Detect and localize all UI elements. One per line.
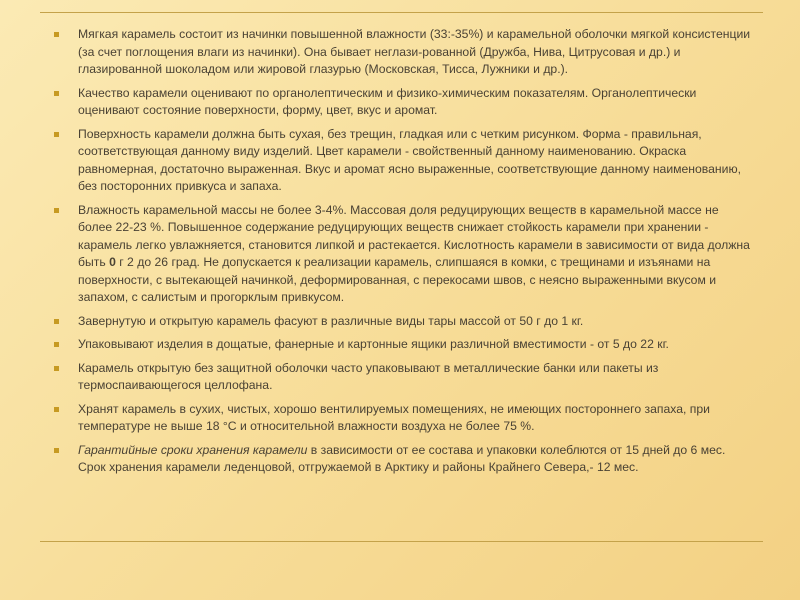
item-text: Качество карамели оценивают по органолептическим и физико-химическим показателям. Органолептически оценивают состояние поверхности, форму, цвет, вкус и аромат.: [78, 85, 697, 117]
square-bullet-icon: [54, 407, 59, 412]
list-item: [54, 126, 754, 196]
item-text: в зависимости от ее состава и упаковки колеблются от 15 дней до 6 мес. Срок хранения карамели леденцовой, отгружаемой в Арктику и районы Крайнего Севера,- 12 мес.: [78, 442, 726, 474]
square-bullet-icon: [54, 366, 59, 371]
top-divider: [40, 12, 763, 13]
bottom-divider: [40, 541, 763, 542]
item-text: Поверхность карамели должна быть сухая, без трещин, гладкая или с четким рисунком. Форма - правильная, соответствующая данному виду изделий. Цвет карамели - свойственный данному наименованию. Окраска равномерная, достаточно выраженная. Вкус и аромат ясно выраженные, соответствующие данному наименованию, без посторонних привкуса и запаха.: [78, 126, 741, 193]
bullet-list: [54, 26, 754, 483]
item-text: Влажность карамельной массы не более 3-4%. Массовая доля редуцирующих веществ в карамельной массе не более 22-23 %. Повышенное содержание редуцирующих веществ снижает стойкость карамели при хранении - карамель легко увлажняется, становится липкой и растекается. Кислотность карамели в зависимости от вида должна быть: [78, 202, 750, 269]
square-bullet-icon: [54, 132, 59, 137]
square-bullet-icon: [54, 91, 59, 96]
list-item: [54, 360, 754, 395]
item-text: Мягкая карамель состоит из начинки повышенной влажности (33:-35%) и карамельной оболочки мягкой консистенции (за счет поглощения влаги из начинки). Она бывает неглази-рованной (Дружба, Нива, Цитрусовая и др.) и глазированной шоколадом или жировой глазурью (Московская, Тисса, Лужники и др.).: [78, 27, 751, 76]
item-text: Хранят карамель в сухих, чистых, хорошо вентилируемых помещениях, не имеющих постороннего запаха, при температуре не выше 18 °С и относительной влажности воздуха не более 75 %.: [78, 401, 710, 433]
list-item: [54, 26, 754, 79]
list-item: [54, 202, 754, 307]
item-text-italic: Гарантийные сроки хранения карамели: [78, 442, 308, 457]
item-text: Упаковывают изделия в дощатые, фанерные и картонные ящики различной вместимости - от 5 до 22 кг.: [78, 337, 669, 351]
list-item: [54, 442, 754, 477]
square-bullet-icon: [54, 448, 59, 453]
square-bullet-icon: [54, 208, 59, 213]
item-text: Карамель открытую без защитной оболочки часто упаковывают в металлические банки или пакеты из термоспаивающегося целлофана.: [78, 360, 659, 392]
list-item: [54, 85, 754, 120]
item-text: Завернутую и открытую карамель фасуют в различные виды тары массой от 50 г до 1 кг.: [78, 313, 584, 328]
item-text: г 2 до 26 град. Не допускается к реализации карамель, слипшаяся в комки, с трещинами и изъянами на поверхности, с вытекающей начинкой, деформированная, с перекосами швов, с неясно выраженными вкусом и запахом, с салистым и прогорклым привкусом.: [78, 255, 717, 304]
square-bullet-icon: [54, 32, 59, 37]
square-bullet-icon: [54, 342, 59, 347]
item-text-bold: 0: [109, 255, 116, 269]
list-item: [54, 313, 754, 331]
list-item: [54, 401, 754, 436]
list-item: [54, 336, 754, 354]
square-bullet-icon: [54, 319, 59, 324]
